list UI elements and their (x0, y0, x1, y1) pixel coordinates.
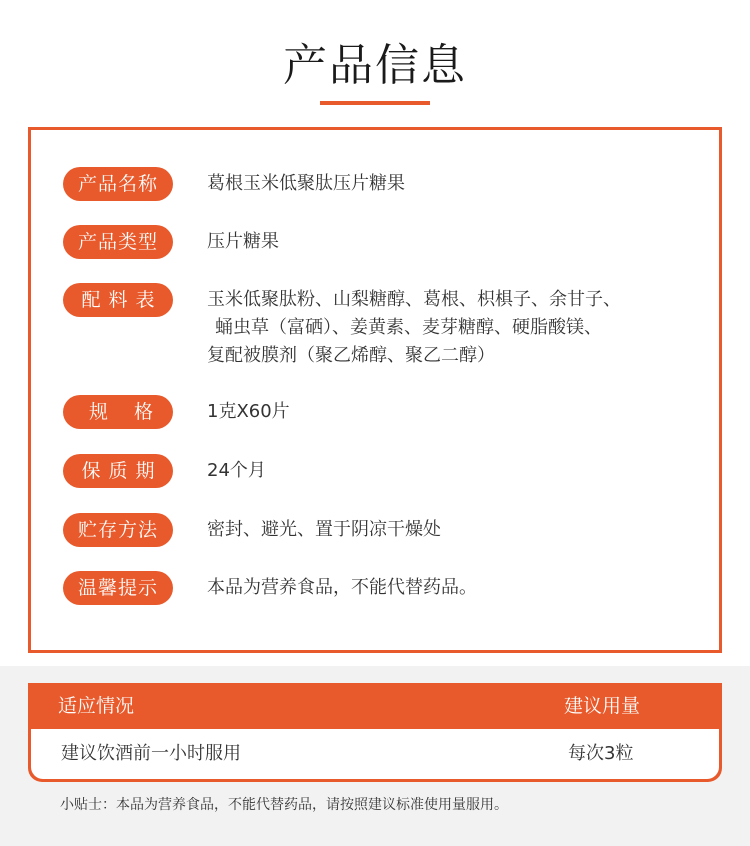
usage-table (28, 683, 722, 782)
info-value (207, 398, 707, 426)
product-info-box (28, 127, 722, 653)
table-header (28, 683, 722, 729)
tip-text: 小贴士：本品为营养食品，不能代替药品，请按照建议标准使用量服用。 (60, 797, 508, 813)
info-value (207, 516, 707, 544)
value-line: 密封、避光、置于阴凉干燥处 (207, 519, 441, 540)
info-value (207, 457, 707, 485)
value-line: 复配被膜剂（聚乙烯醇、聚乙二醇） (207, 345, 495, 366)
value-line: 玉米低聚肽粉、山梨糖醇、葛根、枳椇子、余甘子、 (207, 289, 621, 310)
value-line: 24个月 (207, 460, 266, 481)
info-value (207, 574, 707, 602)
header-dosage: 建议用量 (564, 695, 641, 717)
value-line: 本品为营养食品，不能代替药品。 (207, 577, 477, 598)
label-pill: 贮存方法 (63, 513, 173, 547)
label-pill: 保质期 (63, 454, 173, 488)
label-pill: 配料表 (63, 283, 173, 317)
cell-condition: 建议饮酒前一小时服用 (61, 743, 241, 764)
value-line: 蛹虫草（富硒）、姜黄素、麦芽糖醇、硬脂酸镁、 (215, 317, 602, 338)
label-pill: 温馨提示 (63, 571, 173, 605)
page-title: 产品信息 (283, 40, 467, 91)
info-value (207, 228, 707, 256)
value-line: 压片糖果 (207, 231, 279, 252)
value-line: 葛根玉米低聚肽压片糖果 (207, 173, 405, 194)
label-pill: 产品名称 (63, 167, 173, 201)
label-pill: 产品类型 (63, 225, 173, 259)
header-condition: 适应情况 (58, 695, 135, 717)
title-underline (320, 101, 430, 105)
cell-dosage: 每次3粒 (568, 743, 634, 764)
info-value (207, 286, 707, 370)
label-pill: 规格 (63, 395, 173, 429)
info-value (207, 170, 707, 198)
value-line: 1克X60片 (207, 401, 290, 422)
table-row (31, 729, 719, 779)
